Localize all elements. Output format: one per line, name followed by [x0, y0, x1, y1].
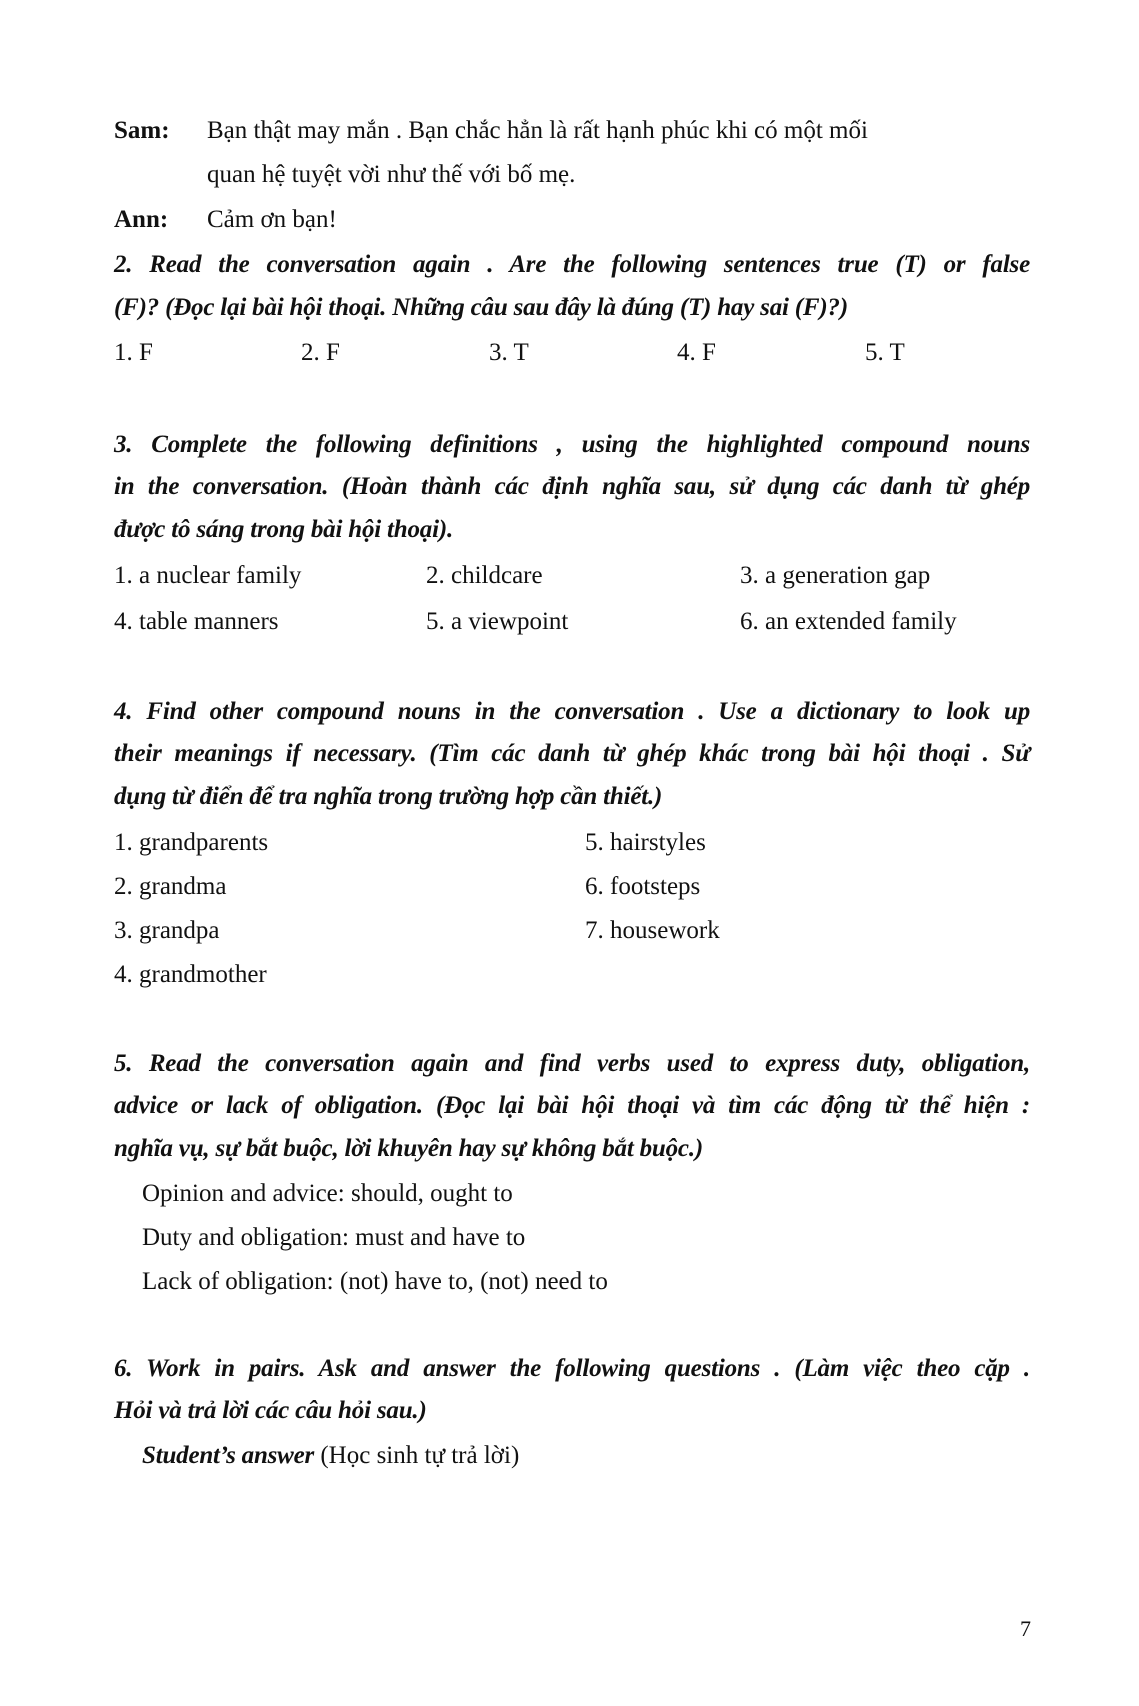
student-answer-note: (Học sinh tự trả lời) [314, 1442, 520, 1469]
answer-item: 4. grandmother [114, 961, 267, 988]
exercise-heading: Hỏi và trả lời các câu hỏi sau.) [114, 1397, 427, 1424]
exercise-heading: (F)? (Đọc lại bài hội thoại. Những câu sau đây là đúng (T) hay sai (F)?) [114, 294, 848, 321]
answer-item: 3. grandpa [114, 917, 220, 944]
answer-item: 1. grandparents [114, 829, 269, 856]
student-answer [142, 1441, 519, 1471]
dialogue-line: Bạn thật may mắn . Bạn chắc hẳn là rất hạnh phúc khi có một mối [207, 117, 868, 144]
answer-item: 5. T [865, 339, 905, 366]
answer-item: 2. F [301, 339, 340, 366]
speaker-ann: Ann: [114, 206, 169, 233]
answer-item: Duty and obligation: must and have to [142, 1224, 526, 1251]
answer-item: 1. F [114, 339, 153, 366]
answer-item: 2. grandma [114, 873, 227, 900]
answer-item: 5. hairstyles [585, 829, 706, 856]
answer-item: Opinion and advice: should, ought to [142, 1180, 513, 1207]
dialogue-line: Cảm ơn bạn! [207, 206, 337, 233]
page-number: 7 [1020, 1616, 1031, 1641]
answer-item: 3. T [489, 339, 529, 366]
answer-item: 7. housework [585, 917, 720, 944]
speaker-sam: Sam: [114, 117, 170, 144]
answer-item: 6. footsteps [585, 873, 701, 900]
exercise-heading: their meanings if necessary. (Tìm các danh từ ghép khác trong bài hội thoại . Sử [114, 740, 1030, 767]
exercise-heading: nghĩa vụ, sự bắt buộc, lời khuyên hay sự không bắt buộc.) [114, 1135, 704, 1162]
answer-item: 1. a nuclear family [114, 562, 302, 589]
exercise-heading: 5. Read the conversation again and find verbs used to express duty, obligation, [114, 1050, 1030, 1077]
dialogue-line: quan hệ tuyệt vời như thế với bố mẹ. [207, 161, 576, 188]
student-answer-label: Student’s answer [142, 1442, 315, 1469]
answer-item: 4. table manners [114, 608, 279, 635]
exercise-heading: 6. Work in pairs. Ask and answer the following questions . (Làm việc theo cặp . [114, 1355, 1030, 1382]
answer-item: Lack of obligation: (not) have to, (not) need to [142, 1268, 608, 1295]
answer-item: 6. an extended family [740, 608, 957, 635]
answer-item: 4. F [677, 339, 716, 366]
exercise-heading: 3. Complete the following definitions , using the highlighted compound nouns [114, 431, 1030, 458]
answer-item: 2. childcare [426, 562, 543, 589]
exercise-heading: 2. Read the conversation again . Are the following sentences true (T) or false [114, 251, 1030, 278]
exercise-heading: in the conversation. (Hoàn thành các định nghĩa sau, sử dụng các danh từ ghép [114, 473, 1030, 500]
answer-item: 5. a viewpoint [426, 608, 569, 635]
exercise-heading: dụng từ điển để tra nghĩa trong trường hợp cần thiết.) [114, 783, 663, 810]
answer-item: 3. a generation gap [740, 562, 931, 589]
exercise-heading: 4. Find other compound nouns in the conversation . Use a dictionary to look up [114, 698, 1030, 725]
exercise-heading: advice or lack of obligation. (Đọc lại bài hội thoại và tìm các động từ thể hiện : [114, 1092, 1030, 1119]
exercise-heading: được tô sáng trong bài hội thoại). [114, 516, 454, 543]
